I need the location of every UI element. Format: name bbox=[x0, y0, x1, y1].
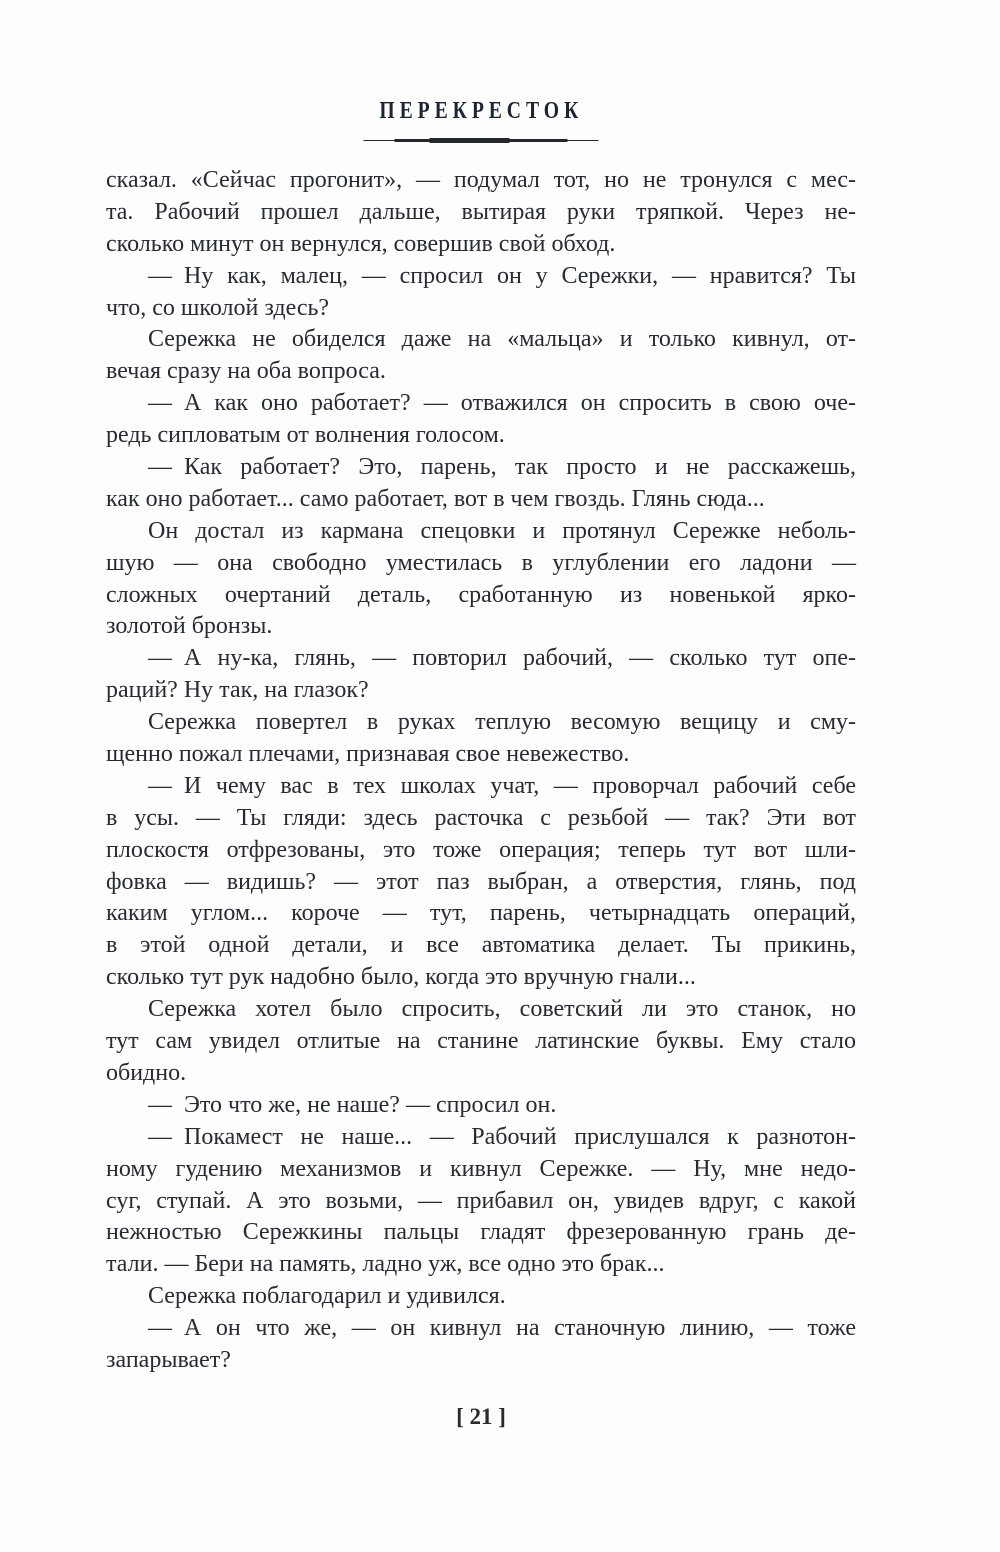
text-line: что, со школой здесь? bbox=[106, 294, 330, 321]
text-line: тут сам увидел отлитые на станине латинские буквы. Ему стало bbox=[106, 1028, 856, 1055]
text-line: нежностью Сережкины пальцы гладят фрезерованную грань де- bbox=[106, 1219, 856, 1246]
text-line: как оно работает... само работает, вот в чем гвоздь. Глянь сюда... bbox=[106, 485, 765, 512]
text-line: фовка — видишь? — этот паз выбран, а отверстия, глянь, под bbox=[106, 868, 856, 895]
running-head bbox=[106, 98, 856, 125]
text-line: сложных очертаний деталь, сработанную из новенькой ярко- bbox=[106, 581, 856, 608]
text-line: Сережка не обиделся даже на «мальца» и только кивнул, от- bbox=[148, 326, 856, 353]
text-line: Сережка хотел было спросить, советский ли это станок, но bbox=[148, 996, 856, 1023]
body-text bbox=[106, 165, 856, 1377]
text-line: — А он что же, — он кивнул на станочную линию, — тоже bbox=[148, 1315, 856, 1342]
text-line: Сережка поблагодарил и удивился. bbox=[148, 1283, 506, 1310]
text-line: тали. — Бери на память, ладно уж, все одно это брак... bbox=[106, 1251, 665, 1278]
text-line: Сережка повертел в руках теплую весомую вещицу и сму- bbox=[148, 709, 856, 736]
text-line: плоскостя отфрезованы, это тоже операция; теперь тут вот шли- bbox=[106, 836, 856, 863]
text-line: в этой одной детали, и все автоматика делает. Ты прикинь, bbox=[106, 932, 856, 959]
text-line: редь сипловатым от волнения голосом. bbox=[106, 422, 505, 449]
text-line: — А ну-ка, глянь, — повторил рабочий, — сколько тут опе- bbox=[148, 645, 856, 672]
text-line: золотой бронзы. bbox=[106, 613, 273, 640]
text-line: сколько минут он вернулся, совершив свой обход. bbox=[106, 230, 616, 257]
text-line: — Ну как, малец, — спросил он у Сережки, — нравится? Ты bbox=[148, 262, 856, 289]
text-line: — Покамест не наше... — Рабочий прислушался к разнотон- bbox=[148, 1123, 856, 1150]
text-line: та. Рабочий прошел дальше, вытирая руки тряпкой. Через не- bbox=[106, 198, 856, 225]
text-line: сколько тут рук надобно было, когда это вручную гнали... bbox=[106, 964, 696, 991]
text-line: — И чему вас в тех школах учат, — проворчал рабочий себе bbox=[148, 772, 856, 799]
divider-ornament bbox=[364, 137, 599, 144]
text-line: — Как работает? Это, парень, так просто и не расскажешь, bbox=[148, 454, 856, 481]
text-line: — А как оно работает? — отважился он спросить в свою оче- bbox=[148, 390, 856, 417]
text-line: ному гудению механизмов и кивнул Сережке. — Ну, мне недо- bbox=[106, 1155, 856, 1182]
text-line: запарывает? bbox=[106, 1346, 231, 1373]
text-line: щенно пожал плечами, признавая свое невежество. bbox=[106, 741, 630, 768]
text-line: Он достал из кармана спецовки и протянул Сережке неболь- bbox=[148, 517, 856, 544]
ornament-center-bar bbox=[429, 138, 509, 143]
page-number: [ 21 ] bbox=[456, 1404, 506, 1429]
text-line: сказал. «Сейчас прогонит», — подумал тот, но не тронулся с мес- bbox=[106, 167, 856, 193]
chapter-title: ПЕРЕКРЕСТОК bbox=[379, 98, 583, 124]
text-block bbox=[106, 0, 856, 1552]
text-line: обидно. bbox=[106, 1059, 187, 1086]
text-line: суг, ступай. А это возьми, — прибавил он, увидев вдруг, с какой bbox=[106, 1187, 856, 1214]
text-line: шую — она свободно уместилась в углублении его ладони — bbox=[106, 549, 856, 576]
text-line: — Это что же, не наше? — спросил он. bbox=[148, 1091, 557, 1118]
text-line: раций? Ну так, на глазок? bbox=[106, 677, 369, 704]
text-line: в усы. — Ты гляди: здесь расточка с резьбой — так? Эти вот bbox=[106, 804, 856, 831]
text-line: вечая сразу на оба вопроса. bbox=[106, 358, 386, 385]
text-line: каким углом... короче — тут, парень, четырнадцать операций, bbox=[106, 900, 856, 927]
